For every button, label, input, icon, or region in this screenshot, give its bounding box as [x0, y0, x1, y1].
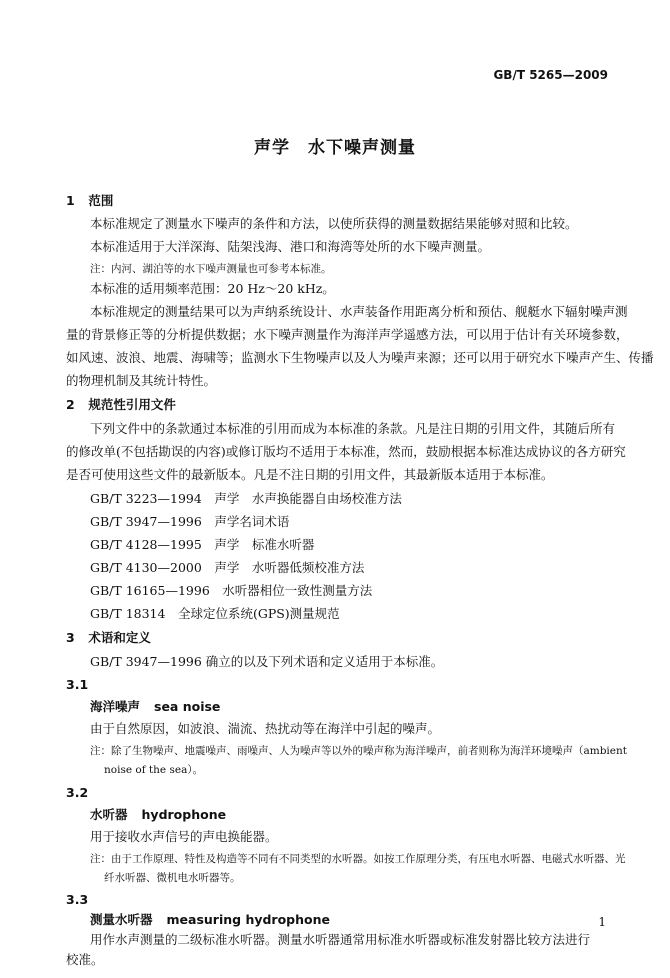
- paragraph-line: 是否可使用这些文件的最新版本。凡是不注日期的引用文件，其最新版本适用于本标准。: [66, 467, 554, 482]
- paragraph-line: 的物理机制及其统计特性。: [66, 373, 217, 388]
- paragraph-line: 下列文件中的条款通过本标准的引用而成为本标准的条款。凡是注日期的引用文件，其随后所有: [90, 421, 616, 436]
- section-2-heading: [66, 395, 610, 415]
- reference-item: GB/T 3223—1994 声学 水声换能器自由场校准方法: [90, 491, 402, 506]
- note: 纤水听器、微机电水听器等。: [104, 872, 241, 884]
- term-definition: 校准。: [66, 952, 104, 967]
- paragraph-line: 量的背景修正等的分析提供数据；水下噪声测量作为海洋声学遥感方法，可以用于估计有关环境参数，: [66, 327, 629, 342]
- term-definition: 用作水声测量的二级标准水听器。测量水听器通常用标准水听器或标准发射器比较方法进行: [90, 932, 591, 947]
- term-definition: 由于自然原因，如波浪、湍流、热扰动等在海洋中引起的噪声。: [90, 721, 441, 736]
- term-heading: [90, 805, 610, 825]
- paragraph-line: 的修改单(不包括勘误的内容)或修订版均不适用于本标准，然而，鼓励根据本标准达成协议的各方研究: [66, 444, 626, 459]
- term-en: hydrophone: [141, 807, 227, 822]
- term-definition: 用于接收水声信号的声电换能器。: [90, 829, 278, 844]
- section-number: 1: [66, 193, 75, 208]
- reference-item: GB/T 16165—1996 水听器相位一致性测量方法: [90, 583, 373, 598]
- reference-item: GB/T 18314 全球定位系统(GPS)测量规范: [90, 606, 340, 621]
- reference-item: GB/T 4128—1995 声学 标准水听器: [90, 537, 315, 552]
- page-number: 1: [598, 915, 606, 929]
- term-heading: [90, 697, 610, 717]
- section-title: 范围: [88, 193, 114, 208]
- standard-code: GB/T 5265—2009: [493, 68, 608, 82]
- reference-item: GB/T 3947—1996 声学名词术语: [90, 514, 290, 529]
- paragraph: 本标准规定了测量水下噪声的条件和方法，以使所获得的测量数据结果能够对照和比较。: [90, 216, 578, 231]
- note: 注：由于工作原理、特性及构造等不同有不同类型的水听器。如按工作原理分类，有压电水听器、电磁式水听器、光: [90, 853, 626, 865]
- paragraph-line: 如风速、波浪、地震、海啸等；监测水下生物噪声以及人为噪声来源；还可以用于研究水下噪声产生、传播: [66, 350, 654, 365]
- term-cn: 水听器: [90, 807, 128, 822]
- section-3-heading: [66, 628, 610, 648]
- document-title: 声学 水下噪声测量: [254, 138, 416, 158]
- paragraph: GB/T 3947—1996 确立的以及下列术语和定义适用于本标准。: [90, 654, 444, 669]
- paragraph-line: 本标准规定的测量结果可以为声纳系统设计、水声装备作用距离分析和预估、舰艇水下辐射噪声测: [90, 304, 628, 319]
- note: 注：除了生物噪声、地震噪声、雨噪声、人为噪声等以外的噪声称为海洋噪声，前者则称为海洋环境噪声（ambient: [90, 745, 627, 757]
- section-number: 2: [66, 397, 75, 412]
- term-number: 3.3: [66, 892, 89, 907]
- section-number: 3: [66, 630, 75, 645]
- term-en: sea noise: [154, 699, 221, 714]
- term-heading: [90, 910, 610, 930]
- note: noise of the sea）。: [104, 764, 204, 776]
- section-title: 术语和定义: [88, 630, 151, 645]
- section-1-heading: [66, 191, 610, 211]
- term-en: measuring hydrophone: [166, 912, 330, 927]
- paragraph: 本标准的适用频率范围：20 Hz～20 kHz。: [90, 281, 335, 296]
- paragraph: 本标准适用于大洋深海、陆架浅海、港口和海湾等处所的水下噪声测量。: [90, 239, 491, 254]
- note: 注：内河、湖泊等的水下噪声测量也可参考本标准。: [90, 263, 332, 275]
- term-number: 3.1: [66, 677, 89, 692]
- term-cn: 海洋噪声: [90, 699, 141, 714]
- reference-item: GB/T 4130—2000 声学 水听器低频校准方法: [90, 560, 365, 575]
- term-number: 3.2: [66, 785, 89, 800]
- term-cn: 测量水听器: [90, 912, 153, 927]
- section-title: 规范性引用文件: [88, 397, 176, 412]
